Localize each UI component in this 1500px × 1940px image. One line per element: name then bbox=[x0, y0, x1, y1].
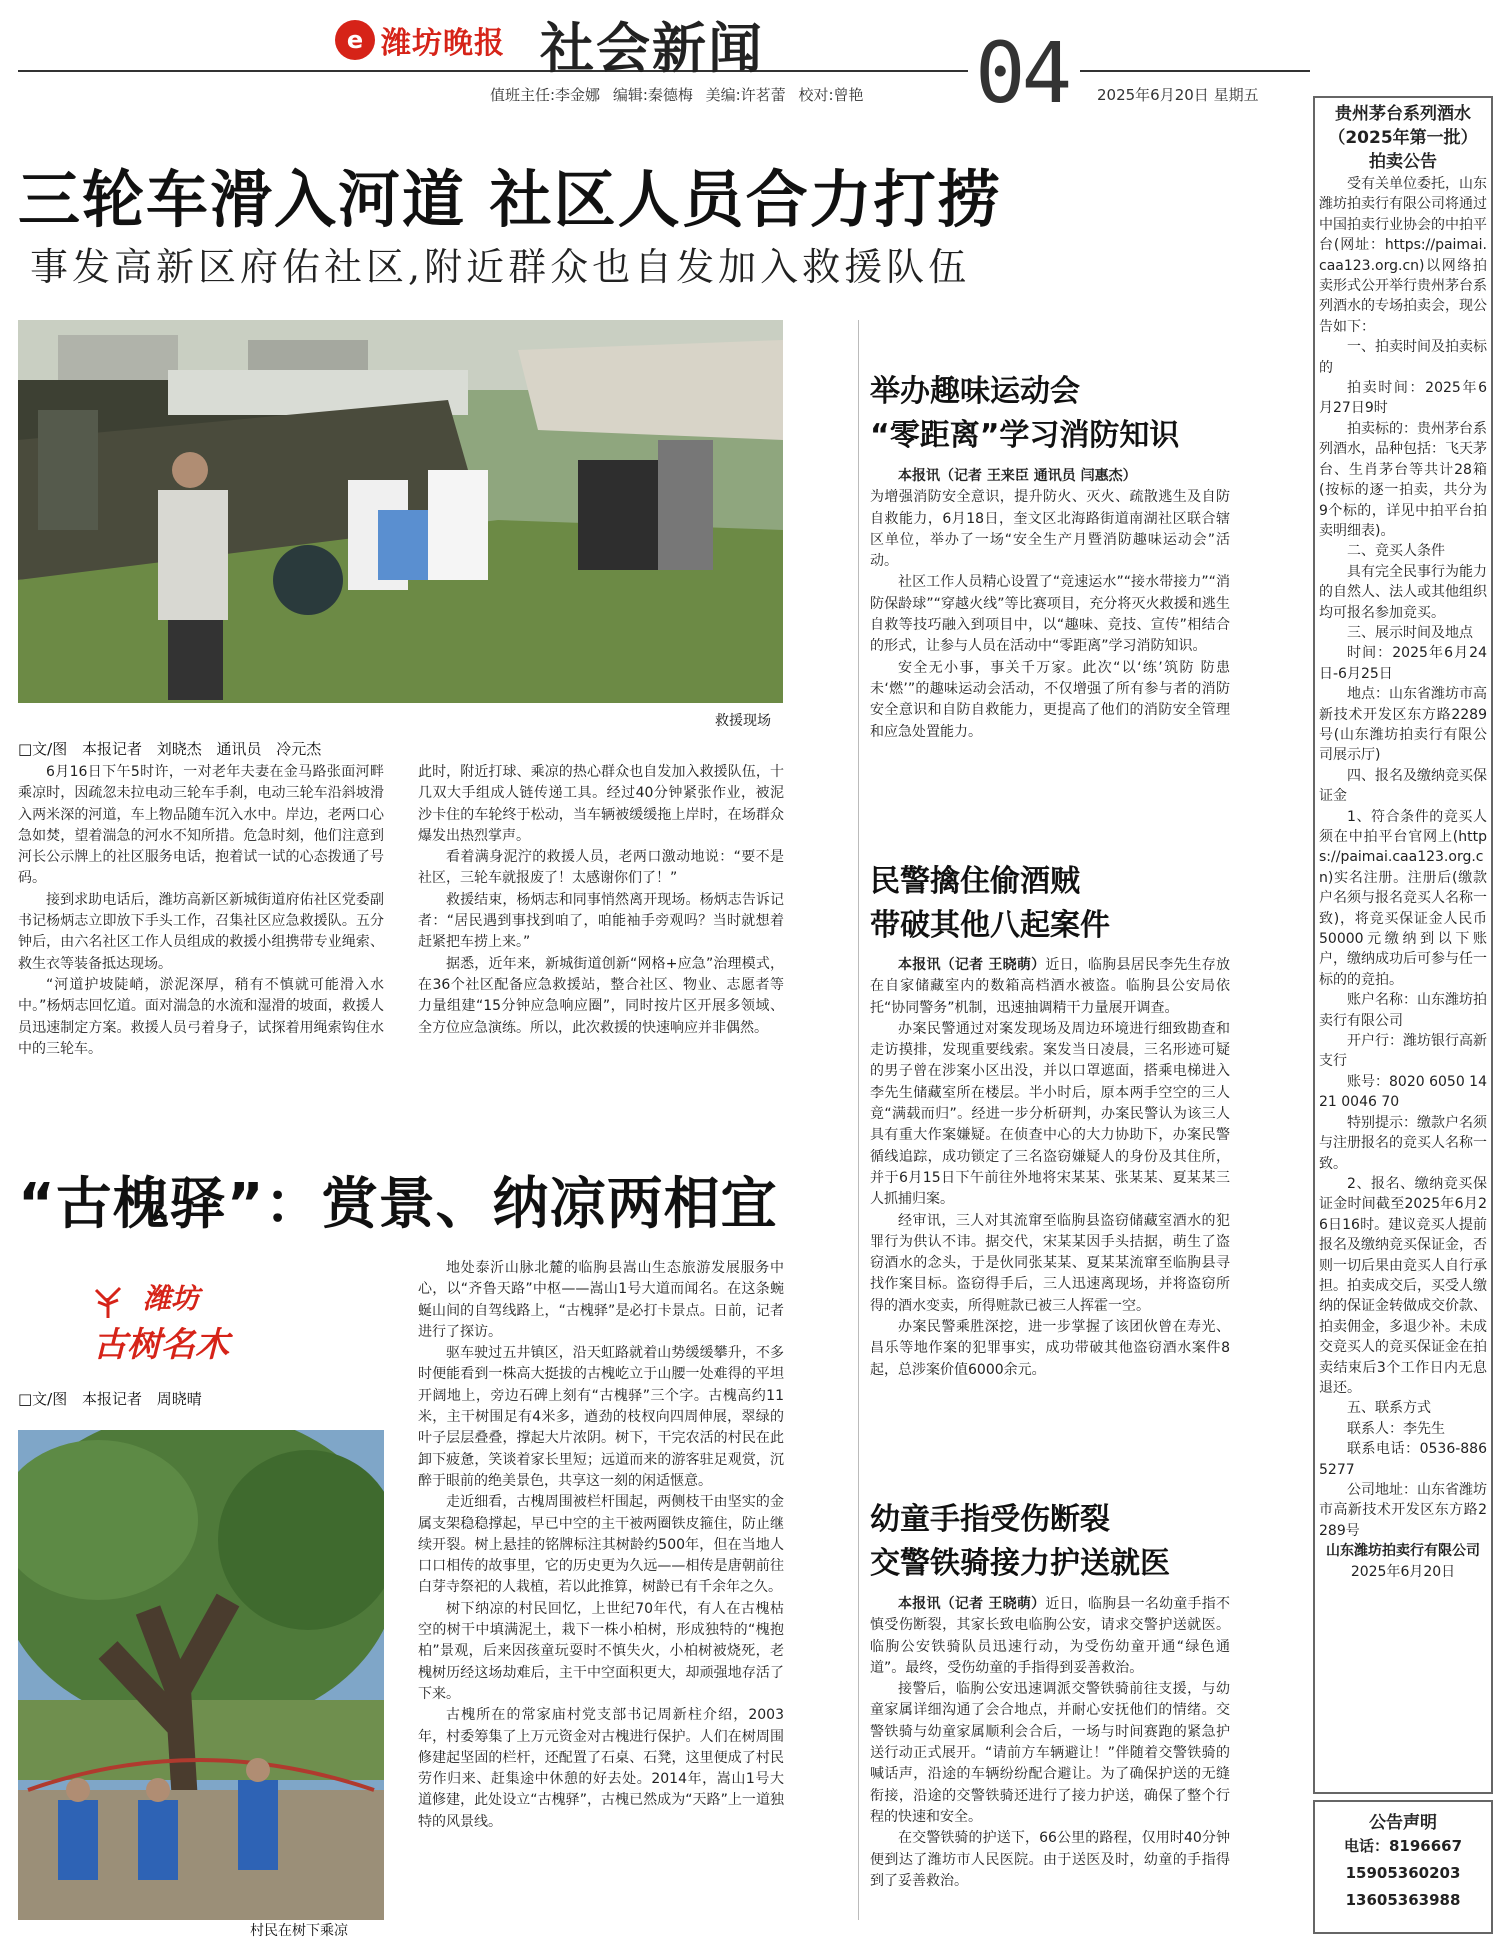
auction-paragraph: 开户行：潍坊银行高新支行 bbox=[1319, 1033, 1487, 1070]
child-paragraph: 接警后，临朐公安迅速调派交警铁骑前往支援，与幼童家属详细沟通了会合地点，并耐心安抚他们的情绪。交警铁骑与幼童家属顺利会合后，一场与时间赛跑的紧急护送行动正式展开。“请前方车辆避让！”伴随着交警铁骑的喊话声，沿途的车辆纷纷配合避让。为了确保护送的无缝衔接，沿途的交警铁骑还进行了接力护送，确保了整个行程的快速和安全。 bbox=[870, 1681, 1230, 1825]
police-paragraph: 办案民警乘胜深挖，进一步掌握了该团伙曾在寿光、昌乐等地作案的犯罪事实，成功带破其他盗窃酒水案件8起，总涉案价值6000余元。 bbox=[870, 1319, 1230, 1378]
auction-title-line3: 拍卖公告 bbox=[1369, 152, 1437, 172]
auction-paragraph: 时间：2025年6月24日-6月25日 bbox=[1319, 645, 1487, 682]
police-headline bbox=[870, 860, 1110, 948]
tree-paragraph: 树下纳凉的村民回忆，上世纪70年代，有人在古槐枯空的树干中填满泥土，栽下一株小柏树，形成独特的“槐抱柏”景观，后来因孩童玩耍时不慎失火，小柏树被烧死，老槐树历经这场劫难后，主干中空面积更大，却顽强地存活了下来。 bbox=[418, 1600, 784, 1702]
police-byline: 本报讯（记者 王晓萌） bbox=[898, 957, 1046, 973]
lead-headline: 三轮车滑入河道 社区人员合力打捞 bbox=[18, 163, 1002, 236]
auction-paragraph: 账户名称：山东潍坊拍卖行有限公司 bbox=[1319, 992, 1487, 1029]
logo-mark-icon: e bbox=[335, 20, 375, 60]
auction-paragraph: 联系人：李先生 bbox=[1347, 1420, 1445, 1437]
tree-paragraph: 走近细看，古槐周围被栏杆围起，两侧枝干由坚实的金属支架稳稳撑起，早已中空的主干被两圈铁皮箍住，防止继续开裂。树上悬挂的铭牌标注其树龄约500年，但在当地人口口相传的故事里，它的历史更为久远——相传是唐朝前往白芽寺祭祀的人栽植，若以此推算，树龄已有千余年之久。 bbox=[418, 1494, 784, 1596]
auction-paragraph: 一、拍卖时间及拍卖标的 bbox=[1319, 339, 1487, 376]
police-paragraph: 近日，临朐县居民李先生存放在自家储藏室内的数箱高档酒水被盗。临朐县公安局依托“协同警务”机制，迅速抽调精干力量展开调查。 bbox=[870, 957, 1231, 1016]
police-headline-line2: 带破其他八起案件 bbox=[870, 908, 1110, 943]
auction-paragraph: 四、报名及缴纳竞买保证金 bbox=[1319, 767, 1487, 805]
auction-date: 2025年6月20日 bbox=[1350, 1563, 1456, 1580]
auction-paragraph: 公司地址：山东省潍坊市高新技术开发区东方路2289号 bbox=[1319, 1482, 1487, 1539]
police-paragraph: 办案民警通过对案发现场及周边环境进行细致勘查和走访摸排，发现重要线索。案发当日凌晨，三名形迹可疑的男子曾在涉案小区出没，并以口罩遮面，搭乘电梯进入李先生储藏室所在楼层。半小时后，原本两手空空的三人竟“满载而归”。经进一步分析研判，办案民警认为该三人具有重大作案嫌疑。在侦查中心的大力协助下，办案民警循线追踪，成功锁定了三名盗窃嫌疑人的身份及其住所，并于6月15日下午前往外地将宋某某、张某某、夏某某三人抓捕归案。 bbox=[870, 1020, 1230, 1208]
lead-byline: □文/图 本报记者 刘晓杰 通讯员 冷元杰 bbox=[18, 740, 322, 758]
police-paragraph: 经审讯，三人对其流窜至临朐县盗窃储藏室酒水的犯罪行为供认不讳。据交代，宋某某因手头拮据，萌生了盗窃酒水的念头，于是伙同张某某、夏某某流窜至临朐县寻找作案目标。盗窃得手后，三人迅速离现场，并将盗窃所得的酒水变卖，所得赃款已被三人挥霍一空。 bbox=[870, 1212, 1230, 1314]
auction-title-line2: （2025年第一批） bbox=[1328, 128, 1478, 148]
auction-paragraph: 五、联系方式 bbox=[1347, 1400, 1431, 1417]
auction-paragraph: 二、竞买人条件 bbox=[1347, 543, 1445, 560]
auction-paragraph: 账号：8020 6050 1421 0046 70 bbox=[1319, 1073, 1487, 1111]
fire-headline-line1: 举办趣味运动会 bbox=[870, 374, 1080, 409]
auction-notice bbox=[1313, 96, 1493, 1794]
staff-line: 值班主任:李金娜 编辑:秦德梅 美编:许茗蕾 校对:曾艳 bbox=[490, 86, 864, 104]
child-body bbox=[870, 1594, 1230, 1892]
auction-paragraph: 2、报名、缴纳竞买保证金时间截至2025年6月26日16时。建议竞买人提前报名及缴纳竞买保证金，否则一切后果由竞买人自行承担。拍卖成交后，买受人缴纳的保证金转做成交价款、拍卖佣金，多退少补。未成交竞买人的竞买保证金在拍卖结束后3个工作日内无息退还。 bbox=[1319, 1175, 1487, 1396]
fire-headline-line2: “零距离”学习消防知识 bbox=[870, 418, 1180, 453]
fire-byline: 本报讯（记者 王来臣 通讯员 闫惠杰） bbox=[898, 468, 1137, 484]
auction-paragraph: 地点：山东省潍坊市高新技术开发区东方路2289号(山东潍坊拍卖行有限公司展示厅) bbox=[1319, 686, 1487, 764]
auction-title-line1: 贵州茅台系列酒水 bbox=[1335, 104, 1471, 124]
badge-line2: 古树名木 bbox=[93, 1325, 229, 1365]
police-headline-line1: 民警擒住偷酒贼 bbox=[870, 864, 1080, 899]
lead-body-col1 bbox=[18, 762, 384, 1060]
auction-paragraph: 拍卖时间：2025年6月27日9时 bbox=[1319, 380, 1487, 417]
tree-photo-caption: 村民在树下乘凉 bbox=[250, 1923, 348, 1939]
tree-photo-illustration bbox=[18, 1430, 384, 1920]
notice-phone3: 13605363988 bbox=[1345, 1891, 1461, 1909]
page-number: 04 bbox=[975, 24, 1069, 122]
lead-paragraph: 接到求助电话后，潍坊高新区新城街道府佑社区党委副书记杨炳志立即放下手头工作，召集社区应急救援队。五分钟后，由六名社区工作人员组成的救援小组携带专业绳索、救生衣等装备抵达现场。 bbox=[18, 891, 384, 972]
tree-paragraph: 驱车驶过五井镇区，沿天虹路就着山势缓缓攀升，不多时便能看到一株高大挺拔的古槐屹立于山腰一处难得的平坦开阔地上，旁边石碑上刻有“古槐驿”三个字。古槐高约11米，主干树围足有4米多，遒劲的枝杈向四周伸展，翠绿的叶子层层叠叠，撑起大片浓阴。树下，干完农活的村民在此卸下疲惫，笑谈着家长里短；远道而来的游客驻足观赏，沉醉于眼前的绝美景色，共享这一刻的闲适惬意。 bbox=[418, 1345, 784, 1489]
fire-paragraph: 安全无小事，事关千万家。此次“以‘练’筑防 防患未‘燃’”的趣味运动会活动，不仅增强了所有参与者的消防安全意识和自防自救能力，更提高了他们的消防安全管理和应急处置能力。 bbox=[870, 659, 1230, 740]
child-headline-line2: 交警铁骑接力护送就医 bbox=[870, 1546, 1170, 1581]
auction-paragraph: 1、符合条件的竞买人须在中拍平台官网上(https://paimai.caa123.org.cn)实名注册。注册后(缴款户名须与报名竞买人名称一致)，将竞买保证金人民币50000元缴纳到以下账户，缴纳成功后可参与任一标的的竞拍。 bbox=[1319, 808, 1487, 988]
rescue-photo bbox=[18, 320, 783, 703]
police-body bbox=[870, 955, 1230, 1381]
column-divider bbox=[858, 320, 859, 1920]
child-paragraph: 在交警铁骑的护送下，66公里的路程，仅用时40分钟便到达了潍坊市人民医院。由于送医及时，幼童的手指得到了妥善救治。 bbox=[870, 1830, 1230, 1889]
rescue-photo-illustration bbox=[18, 320, 783, 703]
tree-icon bbox=[88, 1280, 128, 1320]
fire-headline bbox=[870, 370, 1179, 458]
fire-paragraph: 为增强消防安全意识，提升防火、灭火、疏散逃生及自防自救能力，6月18日，奎文区北海路街道南湖社区联合辖区单位，举办了一场“安全生产月暨消防趣味运动会”活动。 bbox=[870, 489, 1230, 570]
tree-paragraph: 古槐所在的常家庙村党支部书记周新柱介绍，2003年，村委筹集了上万元资金对古槐进行保护。人们在树周围修建起坚固的栏杆，还配置了石桌、石凳，这里便成了村民劳作归来、赶集途中休憩的好去处。2014年，嵩山1号大道修建，此处设立“古槐驿”，古槐已然成为“天路”上一道独特的风景线。 bbox=[418, 1707, 784, 1830]
auction-paragraph: 联系电话：0536-8865277 bbox=[1319, 1441, 1487, 1478]
tree-byline: □文/图 本报记者 周晓晴 bbox=[18, 1390, 202, 1408]
child-paragraph: 近日，临朐县一名幼童手指不慎受伤断裂，其家长致电临朐公安，请求交警护送就医。临朐公安铁骑队员迅速行动，为受伤幼童开通“绿色通道”。最终，受伤幼童的手指得到妥善救治。 bbox=[870, 1596, 1231, 1676]
header-rule-right bbox=[1080, 70, 1310, 72]
fire-body bbox=[870, 466, 1230, 743]
fire-paragraph: 社区工作人员精心设置了“竞速运水”“接水带接力”“消防保龄球”“穿越火线”等比赛项目，充分将灭火救援和逃生自救等技巧融入到项目中，以“趣味、竞技、宣传”相结合的形式，让参与人员在活动中“零距离”学习消防知识。 bbox=[870, 574, 1230, 655]
auction-body bbox=[1315, 174, 1491, 1582]
tree-paragraph: 地处泰沂山脉北麓的临朐县嵩山生态旅游发展服务中心，以“齐鲁天路”中枢——嵩山1号大道而闻名。在这条蜿蜒山间的自驾线路上，“古槐驿”是必打卡景点。日前，记者进行了探访。 bbox=[418, 1260, 784, 1340]
lead-paragraph: 救援结束，杨炳志和同事悄然离开现场。杨炳志告诉记者：“居民遇到事找到咱了，咱能袖手旁观吗？当时就想着赶紧把车捞上来。” bbox=[418, 891, 784, 951]
lead-paragraph: 据悉，近年来，新城街道创新“网格+应急”治理模式，在36个社区配备应急救援站，整合社区、物业、志愿者等力量组建“15分钟应急响应圈”，同时按片区开展多领域、全方位应急演练。所以，此次救援的快速响应并非偶然。 bbox=[418, 955, 784, 1036]
auction-paragraph: 受有关单位委托，山东潍坊拍卖行有限公司将通过中国拍卖行业协会的中拍平台(网址：https://paimai.caa123.org.cn)以网络拍卖形式公开举行贵州茅台系列酒水的专场拍卖会，现公告如下： bbox=[1319, 176, 1487, 335]
logo-text: 潍坊晚报 bbox=[381, 26, 505, 61]
badge-line1: 潍坊 bbox=[143, 1282, 200, 1315]
lead-paragraph: 6月16日下午5时许，一对老年夫妻在金马路张面河畔乘凉时，因疏忽未拉电动三轮车手刹，电动三轮车沿斜坡滑入两米深的河道，车上物品随车沉入水中。岸边，老两口心急如焚，望着湍急的河水不知所措。危急时刻，他们注意到河长公示牌上的社区服务电话，抱着试一试的心态拨通了号码。 bbox=[18, 764, 384, 887]
auction-paragraph: 具有完全民事行为能力的自然人、法人或其他组织均可报名参加竞买。 bbox=[1319, 563, 1487, 621]
lead-paragraph: 此时，附近打球、乘凉的热心群众也自发加入救援队伍，十几双大手组成人链传递工具。经过40分钟紧张作业，被泥沙卡住的车轮终于松动，当车辆被缓缓拖上岸时，在场群众爆发出热烈掌声。 bbox=[418, 764, 784, 844]
issue-date: 2025年6月20日 星期五 bbox=[1097, 86, 1259, 104]
child-headline bbox=[870, 1498, 1170, 1586]
auction-company: 山东潍坊拍卖行有限公司 bbox=[1326, 1543, 1480, 1560]
notice-title: 公告声明 bbox=[1369, 1813, 1437, 1833]
lead-paragraph: 看着满身泥泞的救援人员，老两口激动地说：“要不是社区，三轮车就报废了！太感谢你们了！” bbox=[418, 849, 784, 887]
auction-title bbox=[1315, 98, 1491, 174]
notice-phone: 电话：8196667 bbox=[1343, 1837, 1463, 1855]
tree-body bbox=[418, 1258, 784, 1833]
lead-subhead: 事发高新区府佑社区,附近群众也自发加入救援队伍 bbox=[30, 245, 971, 289]
newspaper-logo bbox=[335, 18, 535, 62]
auction-paragraph: 拍卖标的：贵州茅台系列酒水，品种包括：飞天茅台、生肖茅台等共计28箱(按标的逐一拍卖，共分为9个标的，详见中拍平台拍卖明细表)。 bbox=[1319, 420, 1487, 539]
tree-headline: “古槐驿”：赏景、纳凉两相宜 bbox=[18, 1172, 778, 1237]
section-title: 社会新闻 bbox=[540, 16, 764, 80]
tree-photo bbox=[18, 1430, 384, 1920]
ancient-tree-badge bbox=[88, 1275, 288, 1365]
header-rule-left bbox=[18, 70, 968, 72]
child-byline: 本报讯（记者 王晓萌） bbox=[898, 1596, 1046, 1612]
auction-paragraph: 特别提示：缴款户名须与注册报名的竞买人名称一致。 bbox=[1319, 1114, 1487, 1172]
rescue-photo-caption: 救援现场 bbox=[715, 713, 771, 729]
auction-paragraph: 三、展示时间及地点 bbox=[1347, 624, 1473, 641]
child-headline-line1: 幼童手指受伤断裂 bbox=[870, 1502, 1110, 1537]
notice-phone2: 15905360203 bbox=[1345, 1864, 1461, 1882]
public-notice-box bbox=[1313, 1800, 1493, 1934]
lead-body-col2 bbox=[418, 762, 784, 1039]
lead-paragraph: “河道护坡陡峭，淤泥深厚，稍有不慎就可能滑入水中。”杨炳志回忆道。面对湍急的水流和湿滑的坡面，救援人员迅速制定方案。救援人员弓着身子，试探着用绳索钩住水中的三轮车。 bbox=[18, 976, 384, 1057]
